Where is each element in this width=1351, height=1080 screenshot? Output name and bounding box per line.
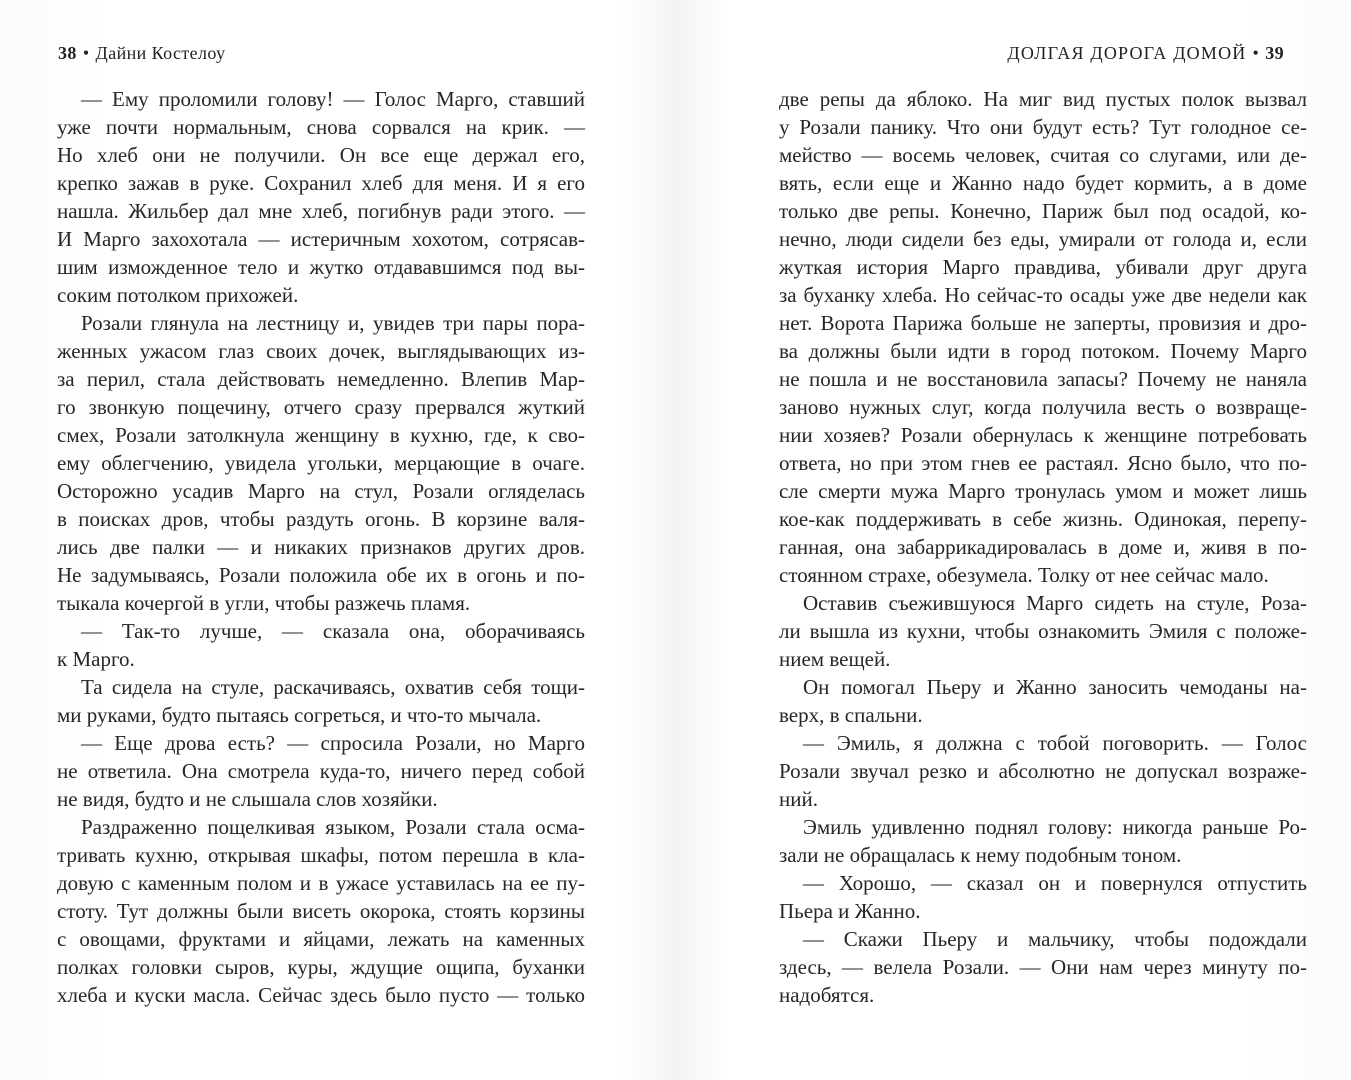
text-line: Эмиль удивленно поднял голову: никогда раньше Ро- — [803, 815, 1307, 839]
text-line: го звонкую пощечину, отчего сразу прервался жуткий — [57, 395, 585, 419]
text-line: ва должны были идти в город потоком. Почему Марго — [779, 339, 1307, 363]
text-line: заново нужных слуг, когда получила весть о возвраще- — [779, 395, 1307, 419]
text-line: крепко зажав в руке. Сохранил хлеб для меня. И я его — [57, 171, 585, 195]
text-line: нием вещей. — [779, 647, 891, 671]
text-line: Он помогал Пьеру и Жанно заносить чемоданы на- — [803, 675, 1307, 699]
text-line: тыкала кочергой в угли, чтобы разжечь пламя. — [57, 591, 471, 615]
text-line: ему облегчению, увидела угольки, мерцающие в очаге. — [57, 451, 585, 475]
author-name: Дайни Костелоу — [95, 43, 226, 63]
left-page-number: 38 — [58, 43, 77, 63]
text-line: сле смерти мужа Марго тронулась умом и может лишь — [779, 479, 1307, 503]
right-page-text — [779, 85, 1307, 1009]
text-line: нии хозяев? Розали обернулась к женщине потребовать — [779, 423, 1307, 447]
text-line: кое-как поддерживать в себе жизнь. Одинокая, перепу- — [779, 507, 1307, 531]
text-line: к Марго. — [57, 647, 135, 671]
right-page-number: 39 — [1265, 43, 1284, 63]
text-line: полках головки сыров, куры, ждущие ощипа, буханки — [57, 955, 585, 979]
left-page — [0, 0, 675, 1080]
bullet-separator: • — [1252, 43, 1260, 63]
text-line: не пошла и не восстановила запасы? Почему не наняла — [779, 367, 1307, 391]
text-line: Раздраженно пощелкивая языком, Розали стала осма- — [81, 815, 585, 839]
text-line: две репы да яблоко. На миг вид пустых полок вызвал — [779, 87, 1307, 111]
text-line: зали не обращалась к нему подобным тоном. — [779, 843, 1182, 867]
text-line: у Розали панику. Что они будут есть? Тут голодное се- — [779, 115, 1307, 139]
text-line: хлеба и куски масла. Сейчас здесь было пусто — только — [57, 983, 585, 1007]
left-page-text — [57, 85, 585, 1009]
text-line: не видя, будто и не слышала слов хозяйки. — [57, 787, 438, 811]
text-line: надобятся. — [779, 983, 875, 1007]
text-line: шим изможденное тело и жутко отдававшимся под вы- — [57, 255, 585, 279]
text-line: смех, Розали затолкнула женщину в кухню, где, к сво- — [57, 423, 585, 447]
text-line: здесь, — велела Розали. — Они нам через минуту по- — [779, 955, 1307, 979]
text-line: Розали звучал резко и абсолютно не допускал возраже- — [779, 759, 1307, 783]
text-line: ли вышла из кухни, чтобы ознакомить Эмиля с положе- — [779, 619, 1307, 643]
text-line: вять, если еще и Жанно надо будет кормить, а в доме — [779, 171, 1307, 195]
text-line: мейство — восемь человек, считая со слугами, или де- — [779, 143, 1307, 167]
text-line: довую с каменным полом и в ужасе уставилась на ее пу- — [57, 871, 585, 895]
text-line: стоянном страхе, обезумела. Толку от нее сейчас мало. — [779, 563, 1269, 587]
text-line: Розали глянула на лестницу и, увидев три пары пора- — [81, 311, 585, 335]
text-line: — Скажи Пьеру и мальчику, чтобы подождали — [803, 927, 1307, 951]
text-line: лись две палки — и никаких признаков других дров. — [57, 535, 585, 559]
text-line: Пьера и Жанно. — [779, 899, 921, 923]
text-line: верх, в спальни. — [779, 703, 923, 727]
text-line: Но хлеб они не получили. Он все еще держал его, — [57, 143, 585, 167]
text-line: Оставив съежившуюся Марго сидеть на стуле, Роза- — [803, 591, 1307, 615]
text-line: стоту. Тут должны были висеть окорока, стоять корзины — [57, 899, 585, 923]
text-line: Не задумываясь, Розали положила обе их в огонь и по- — [57, 563, 585, 587]
right-page — [676, 0, 1351, 1080]
text-line: только две репы. Конечно, Париж был под осадой, ко- — [779, 199, 1307, 223]
bullet-separator: • — [82, 43, 90, 63]
book-title: ДОЛГАЯ ДОРОГА ДОМОЙ — [1007, 43, 1247, 63]
text-line: — Так-то лучше, — сказала она, оборачиваясь — [81, 619, 585, 643]
text-line: нет. Ворота Парижа больше не заперты, провизия и дро- — [779, 311, 1307, 335]
text-line: нечно, люди сидели без еды, умирали от голода и, если — [779, 227, 1307, 251]
left-running-head — [58, 43, 225, 64]
text-line: с овощами, фруктами и яйцами, лежать на каменных — [57, 927, 585, 951]
text-line: — Эмиль, я должна с тобой поговорить. — Голос — [803, 731, 1307, 755]
text-line: Та сидела на стуле, раскачиваясь, охватив себя тощи- — [81, 675, 585, 699]
text-line: ми руками, будто пытаясь согреться, и что-то мычала. — [57, 703, 542, 727]
text-line: за буханку хлеба. Но сейчас-то осады уже две недели как — [779, 283, 1307, 307]
text-line: в поисках дров, чтобы раздуть огонь. В корзине валя- — [57, 507, 585, 531]
text-line: ответа, но при этом гнев ее растаял. Ясно было, что по- — [779, 451, 1307, 475]
text-line: ний. — [779, 787, 818, 811]
text-line: за перил, стала действовать немедленно. Влепив Мар- — [57, 367, 585, 391]
text-line: тривать кухню, открывая шкафы, потом перешла в кла- — [57, 843, 585, 867]
text-line: ганная, она забаррикадировалась в доме и, живя в по- — [779, 535, 1307, 559]
text-line: не ответила. Она смотрела куда-то, ничего перед собой — [57, 759, 585, 783]
text-line: нашла. Жильбер дал мне хлеб, погибнув ради этого. — — [57, 199, 585, 223]
right-running-head — [1007, 43, 1284, 64]
text-line: уже почти нормальным, снова сорвался на крик. — — [57, 115, 585, 139]
text-line: И Марго захохотала — истеричным хохотом, сотрясав- — [57, 227, 585, 251]
text-line: — Еще дрова есть? — спросила Розали, но Марго — [81, 731, 585, 755]
text-line: женных ужасом глаз своих дочек, выглядывающих из- — [57, 339, 585, 363]
text-line: — Хорошо, — сказал он и повернулся отпустить — [803, 871, 1307, 895]
text-line: жуткая история Марго правдива, убивали друг друга — [779, 255, 1307, 279]
text-line: Осторожно усадив Марго на стул, Розали огляделась — [57, 479, 585, 503]
text-line: — Ему проломили голову! — Голос Марго, ставший — [81, 87, 585, 111]
text-line: соким потолком прихожей. — [57, 283, 299, 307]
